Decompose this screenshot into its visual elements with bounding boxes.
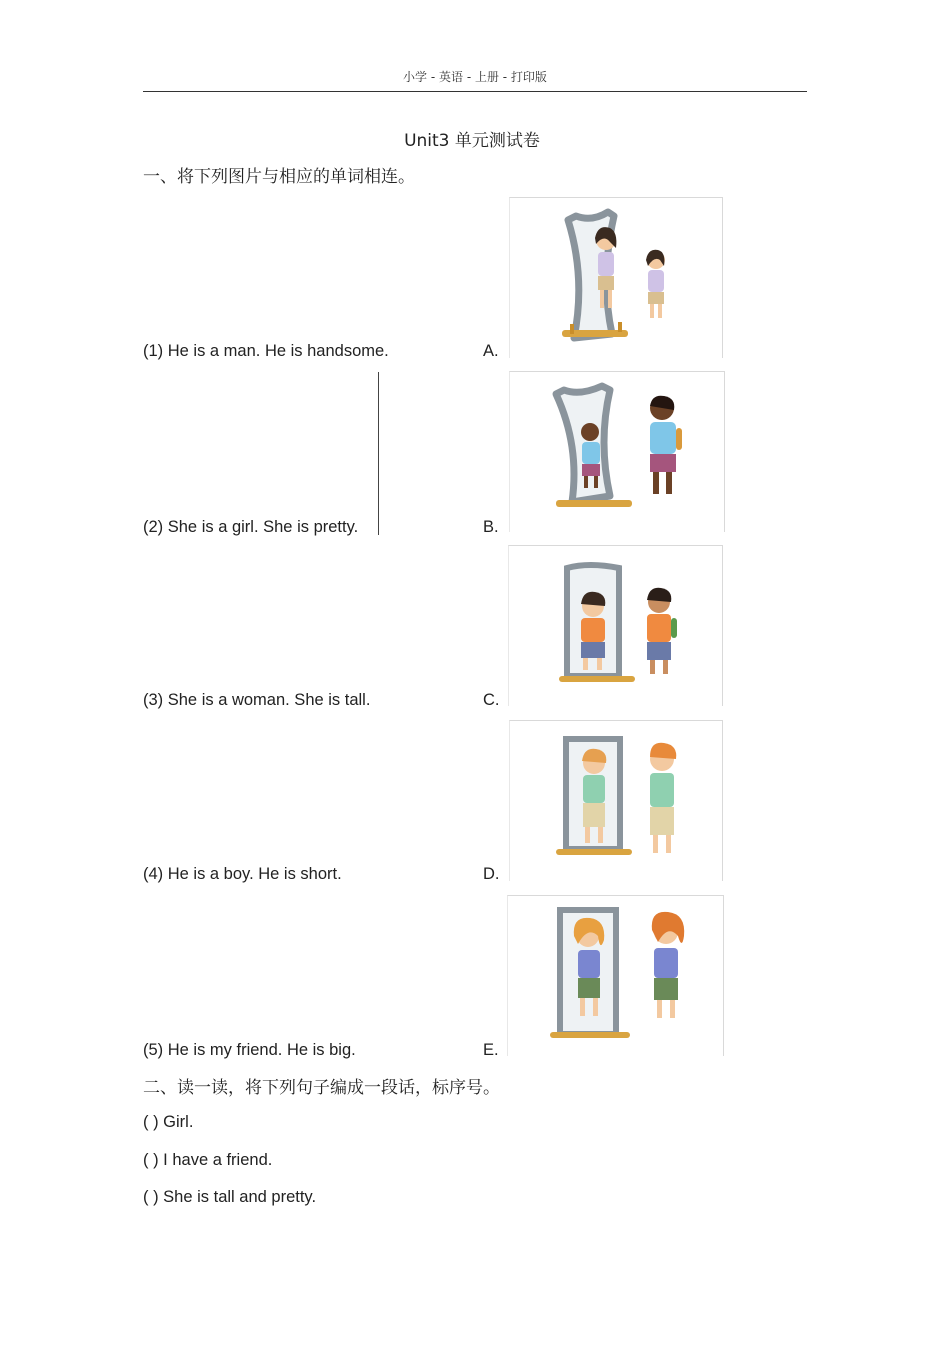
- answer-blank[interactable]: ( ): [143, 1188, 159, 1206]
- picture-a-girl-at-mirror: [509, 197, 723, 358]
- picture-b-boy-at-mirror: [509, 371, 725, 532]
- order-item-3: [143, 1188, 316, 1207]
- section1-heading: 一、将下列图片与相应的单词相连。: [143, 167, 415, 187]
- page-header: 小学 - 英语 - 上册 - 打印版: [403, 70, 547, 84]
- order-item-text: I have a friend.: [163, 1151, 273, 1169]
- section2-heading: 二、读一读，将下列句子编成一段话，标序号。: [143, 1078, 500, 1098]
- header-divider: [143, 91, 807, 92]
- order-item-2: [143, 1151, 272, 1170]
- sentence-3: (3) She is a woman. She is tall.: [143, 691, 371, 709]
- order-item-text: She is tall and pretty.: [163, 1188, 317, 1206]
- picture-c-boy-at-mirror: [508, 545, 723, 706]
- answer-blank[interactable]: ( ): [143, 1151, 159, 1169]
- sentence-1: (1) He is a man. He is handsome.: [143, 342, 389, 360]
- sentence-5: (5) He is my friend. He is big.: [143, 1041, 356, 1059]
- matching-line: [378, 372, 379, 535]
- sentence-2: (2) She is a girl. She is pretty.: [143, 518, 359, 536]
- option-letter-a: A.: [483, 342, 499, 360]
- order-item-text: Girl.: [163, 1113, 194, 1131]
- page-title: Unit3 单元测试卷: [404, 131, 540, 151]
- option-letter-e: E.: [483, 1041, 499, 1059]
- sentence-4: (4) He is a boy. He is short.: [143, 865, 342, 883]
- picture-e-child-at-mirror: [507, 895, 724, 1056]
- picture-d-boy-at-mirror: [509, 720, 723, 881]
- answer-blank[interactable]: ( ): [143, 1113, 159, 1131]
- option-letter-d: D.: [483, 865, 500, 883]
- option-letter-b: B.: [483, 518, 499, 536]
- option-letter-c: C.: [483, 691, 500, 709]
- order-item-1: [143, 1113, 193, 1132]
